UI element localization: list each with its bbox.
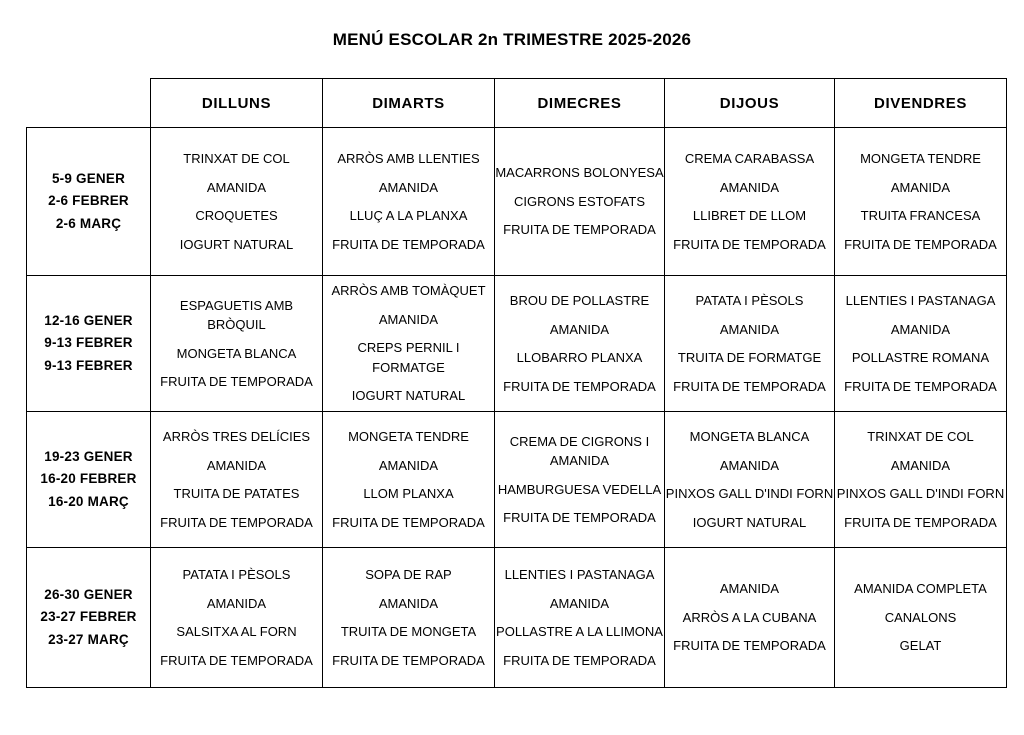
column-header-divendres: DIVENDRES (835, 79, 1007, 128)
dish-item: AMANIDA (378, 179, 439, 195)
table-row (27, 548, 1007, 688)
dish-item: TRUITA DE FORMATGE (677, 350, 822, 365)
dish-item: PATATA I PÈSOLS (695, 293, 804, 308)
table-row (27, 128, 1007, 276)
menu-cell (151, 276, 323, 412)
table-row (27, 412, 1007, 548)
dish-item: AMANIDA (890, 321, 951, 337)
table-corner-cell (27, 79, 151, 128)
dish-item: LLUÇ A LA PLANXA (349, 208, 468, 223)
menu-cell (151, 128, 323, 276)
dish-item: POLLASTRE ROMANA (851, 350, 990, 365)
dish-item: AMANIDA (206, 457, 267, 473)
menu-cell (835, 548, 1007, 688)
menu-cell (151, 548, 323, 688)
menu-cell (323, 548, 495, 688)
dish-item: AMANIDA (378, 311, 439, 327)
dish-item: IOGURT NATURAL (351, 388, 466, 404)
dish-item: FRUITA DE TEMPORADA (160, 514, 313, 530)
week-label: 9-13 FEBRER (44, 335, 133, 351)
dish-item: AMANIDA (719, 179, 780, 195)
table-body (27, 128, 1007, 688)
dish-item: ARRÒS A LA CUBANA (682, 609, 817, 625)
dish-item: AMANIDA (206, 179, 267, 195)
menu-cell (495, 548, 665, 688)
table-header (27, 79, 1007, 128)
week-label-cell (27, 276, 151, 412)
dish-item: AMANIDA (206, 595, 267, 611)
dish-item: FRUITA DE TEMPORADA (844, 236, 997, 252)
dish-item: FRUITA DE TEMPORADA (503, 652, 656, 668)
dish-item: AMANIDA (890, 457, 951, 473)
dish-item: TRINXAT DE COL (867, 429, 974, 444)
menu-cell (495, 128, 665, 276)
menu-cell (835, 276, 1007, 412)
dish-item: FRUITA DE TEMPORADA (160, 374, 313, 389)
week-label: 2-6 FEBRER (48, 193, 129, 209)
dish-item: AMANIDA (378, 595, 439, 611)
dish-item: PATATA I PÈSOLS (182, 567, 291, 582)
dish-item: PINXOS GALL D'INDI FORN (665, 486, 834, 501)
dish-item: CREMA CARABASSA (684, 151, 815, 166)
menu-table (26, 78, 1007, 688)
week-label: 5-9 GENER (51, 171, 126, 187)
week-label-cell (27, 128, 151, 276)
dish-item: ESPAGUETIS AMB BRÒQUIL (179, 297, 294, 332)
menu-cell (665, 128, 835, 276)
dish-item: MONGETA TENDRE (860, 151, 981, 166)
week-label: 23-27 MARÇ (48, 631, 129, 647)
dish-item: ARRÒS AMB LLENTIES (337, 151, 480, 166)
menu-cell (665, 412, 835, 548)
dish-item: LLIBRET DE LLOM (692, 208, 807, 223)
week-label: 19-23 GENER (44, 449, 133, 465)
menu-cell (495, 276, 665, 412)
dish-item: GELAT (899, 638, 942, 654)
menu-table-container (0, 78, 1024, 688)
dish-item: MONGETA TENDRE (348, 429, 469, 444)
table-header-row (27, 79, 1007, 128)
dish-item: BROU DE POLLASTRE (509, 293, 650, 308)
dish-item: FRUITA DE TEMPORADA (332, 514, 485, 530)
dish-item: MONGETA BLANCA (176, 345, 297, 361)
dish-item: MACARRONS BOLONYESA (495, 165, 664, 181)
dish-item: AMANIDA (719, 581, 780, 597)
menu-cell (323, 128, 495, 276)
dish-item: SALSITXA AL FORN (176, 624, 297, 639)
menu-cell (323, 412, 495, 548)
dish-item: TRUITA FRANCESA (860, 208, 981, 223)
dish-item: AMANIDA (890, 179, 951, 195)
dish-item: CANALONS (884, 609, 957, 625)
page-title: MENÚ ESCOLAR 2n TRIMESTRE 2025-2026 (332, 30, 692, 49)
menu-cell (835, 412, 1007, 548)
menu-cell (323, 276, 495, 412)
week-label: 9-13 FEBRER (44, 357, 133, 373)
dish-item: FRUITA DE TEMPORADA (673, 236, 826, 252)
dish-item: AMANIDA (549, 595, 610, 611)
dish-item: IOGURT NATURAL (692, 514, 807, 530)
dish-item: FRUITA DE TEMPORADA (503, 510, 656, 525)
dish-item: FRUITA DE TEMPORADA (673, 378, 826, 394)
menu-document (0, 30, 1024, 735)
column-header-dijous: DIJOUS (665, 79, 835, 128)
column-header-dimarts: DIMARTS (323, 79, 495, 128)
dish-item: TRUITA DE PATATES (173, 486, 300, 501)
dish-item: PINXOS GALL D'INDI FORN (836, 486, 1005, 501)
dish-item: FRUITA DE TEMPORADA (503, 378, 656, 394)
week-label: 12-16 GENER (44, 313, 133, 329)
dish-item: TRUITA DE MONGETA (340, 624, 477, 639)
dish-item: AMANIDA (719, 321, 780, 337)
dish-item: ARRÒS AMB TOMÀQUET (331, 283, 486, 299)
dish-item: HAMBURGUESA VEDELLA (497, 481, 662, 497)
week-label: 16-20 FEBRER (40, 471, 137, 487)
dish-item: ARRÒS TRES DELÍCIES (162, 429, 311, 444)
week-label: 23-27 FEBRER (40, 609, 137, 625)
dish-item: FRUITA DE TEMPORADA (673, 638, 826, 654)
dish-item: CIGRONS ESTOFATS (514, 193, 645, 209)
dish-item: FRUITA DE TEMPORADA (160, 652, 313, 668)
dish-item: FRUITA DE TEMPORADA (844, 378, 997, 394)
menu-cell (495, 412, 665, 548)
dish-item: AMANIDA COMPLETA (854, 581, 987, 597)
dish-item: POLLASTRE A LA LLIMONA (496, 624, 663, 639)
menu-cell (835, 128, 1007, 276)
dish-item: CREPS PERNIL I FORMATGE (357, 340, 460, 375)
week-label: 2-6 MARÇ (55, 215, 122, 231)
menu-cell (665, 276, 835, 412)
dish-item: FRUITA DE TEMPORADA (503, 222, 656, 238)
week-label-cell (27, 548, 151, 688)
week-label-cell (27, 412, 151, 548)
week-label: 16-20 MARÇ (48, 493, 129, 509)
dish-item: CROQUETES (195, 208, 278, 223)
dish-item: TRINXAT DE COL (183, 151, 290, 166)
dish-item: AMANIDA (719, 457, 780, 473)
column-header-dilluns: DILLUNS (151, 79, 323, 128)
menu-cell (665, 548, 835, 688)
dish-item: IOGURT NATURAL (179, 236, 294, 252)
dish-item: MONGETA BLANCA (689, 429, 810, 444)
dish-item: FRUITA DE TEMPORADA (332, 236, 485, 252)
dish-item: AMANIDA (378, 457, 439, 473)
dish-item: FRUITA DE TEMPORADA (332, 652, 485, 668)
dish-item: LLENTIES I PASTANAGA (504, 567, 655, 582)
dish-item: FRUITA DE TEMPORADA (844, 514, 997, 530)
dish-item: CREMA DE CIGRONS I AMANIDA (509, 433, 650, 468)
week-label: 26-30 GENER (44, 587, 133, 603)
dish-item: AMANIDA (549, 321, 610, 337)
menu-cell (151, 412, 323, 548)
dish-item: LLOM PLANXA (363, 486, 454, 501)
dish-item: LLENTIES I PASTANAGA (845, 293, 996, 308)
table-row (27, 276, 1007, 412)
dish-item: SOPA DE RAP (365, 567, 452, 582)
dish-item: LLOBARRO PLANXA (516, 350, 643, 365)
column-header-dimecres: DIMECRES (495, 79, 665, 128)
